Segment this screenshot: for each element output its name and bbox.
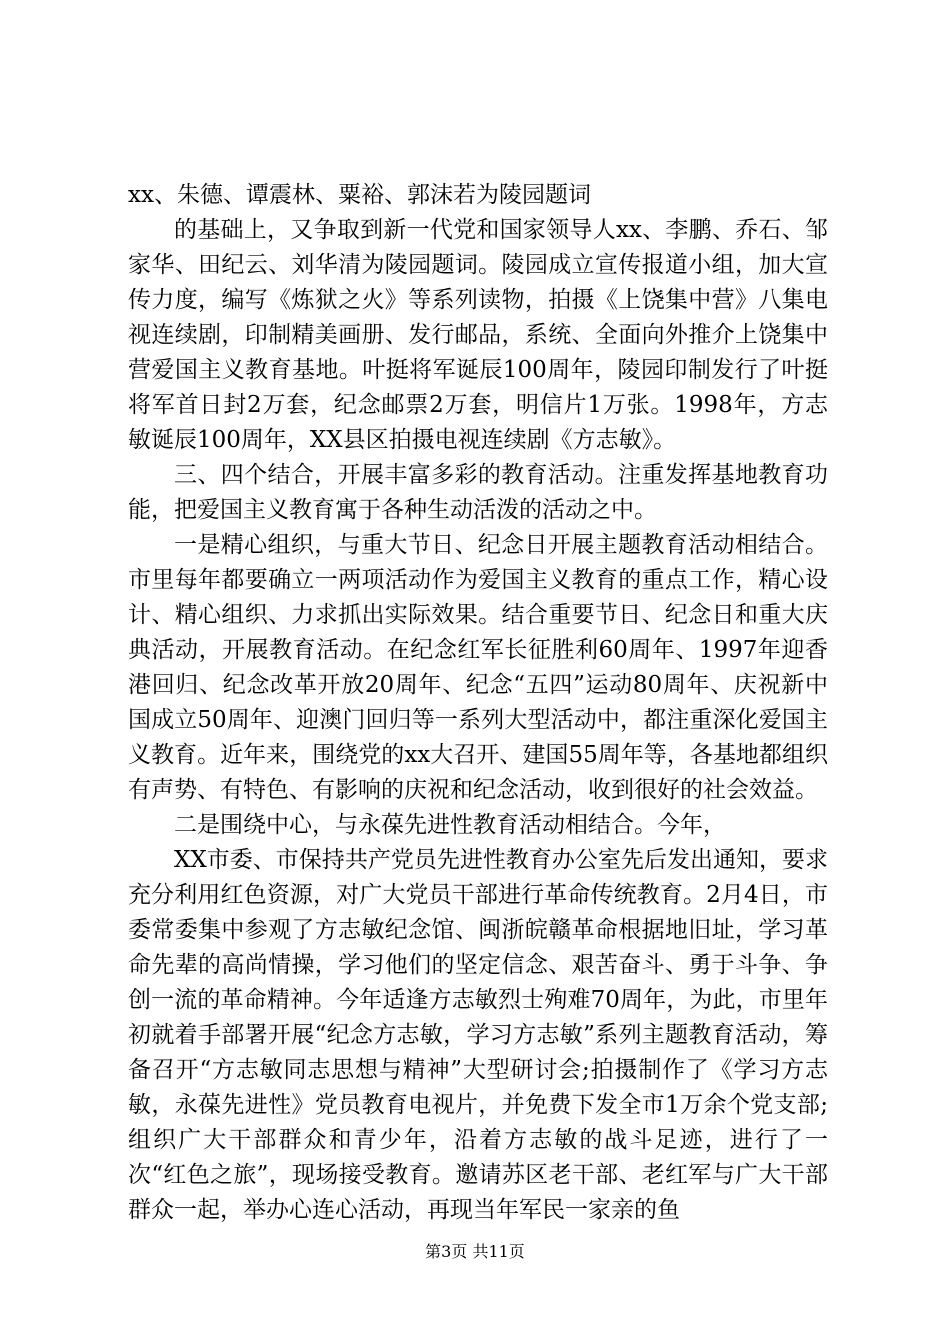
paragraph-2: 的基础上，又争取到新一代党和国家领导人xx、李鹏、乔石、邹家华、田纪云、刘华清为陵园题词。陵园成立宣传报道小组，加大宣传力度，编写《炼狱之火》等系列读物，拍摄《上饶集中营》八集电视连续剧，印制精美画册、发行邮品，系统、全面向外推介上饶集中营爱国主义教育基地。叶挺将军诞辰100周年，陵园印制发行了叶挺将军首日封2万套，纪念邮票2万套，明信片1万张。1998年，方志敏诞辰100周年，XX县区拍摄电视连续剧《方志敏》。 bbox=[128, 217, 828, 453]
body-text bbox=[128, 178, 828, 1228]
paragraph-1: xx、朱德、谭震林、粟裕、郭沫若为陵园题词 bbox=[128, 182, 591, 208]
paragraph-5: 二是围绕中心，与永葆先进性教育活动相结合。今年， bbox=[174, 812, 726, 838]
paragraph-6: XX市委、市保持共产党员先进性教育办公室先后发出通知，要求充分利用红色资源，对广大党员干部进行革命传统教育。2月4日，市委常委集中参观了方志敏纪念馆、闽浙皖赣革命根据地旧址，学习革命先辈的高尚情操，学习他们的坚定信念、艰苦奋斗、勇于斗争、争创一流的革命精神。今年适逢方志敏烈士殉难70周年，为此，市里年初就着手部署开展“纪念方志敏，学习方志敏”系列主题教育活动，筹备召开“方志敏同志思想与精神”大型研讨会;拍摄制作了《学习方志敏，永葆先进性》党员教育电视片，并免费下发全市1万余个党支部;组织广大干部群众和青少年，沿着方志敏的战斗足迹，进行了一次“红色之旅”，现场接受教育。邀请苏区老干部、老红军与广大干部群众一起，举办心连心活动，再现当年军民一家亲的鱼 bbox=[128, 847, 828, 1223]
page-footer: 第3页 共11页 bbox=[425, 1242, 525, 1261]
paragraph-4: 一是精心组织，与重大节日、纪念日开展主题教育活动相结合。市里每年都要确立一两项活动作为爱国主义教育的重点工作，精心设计、精心组织、力求抓出实际效果。结合重要节日、纪念日和重大庆典活动，开展教育活动。在纪念红军长征胜利60周年、1997年迎香港回归、纪念改革开放20周年、纪念“五四”运动80周年、庆祝新中国成立50周年、迎澳门回归等一系列大型活动中，都注重深化爱国主义教育。近年来，围绕党的xx大召开、建国55周年等，各基地都组织有声势、有特色、有影响的庆祝和纪念活动，收到很好的社会效益。 bbox=[128, 532, 828, 803]
paragraph-3: 三、四个结合，开展丰富多彩的教育活动。注重发挥基地教育功能，把爱国主义教育寓于各种生动活泼的活动之中。 bbox=[128, 462, 828, 523]
